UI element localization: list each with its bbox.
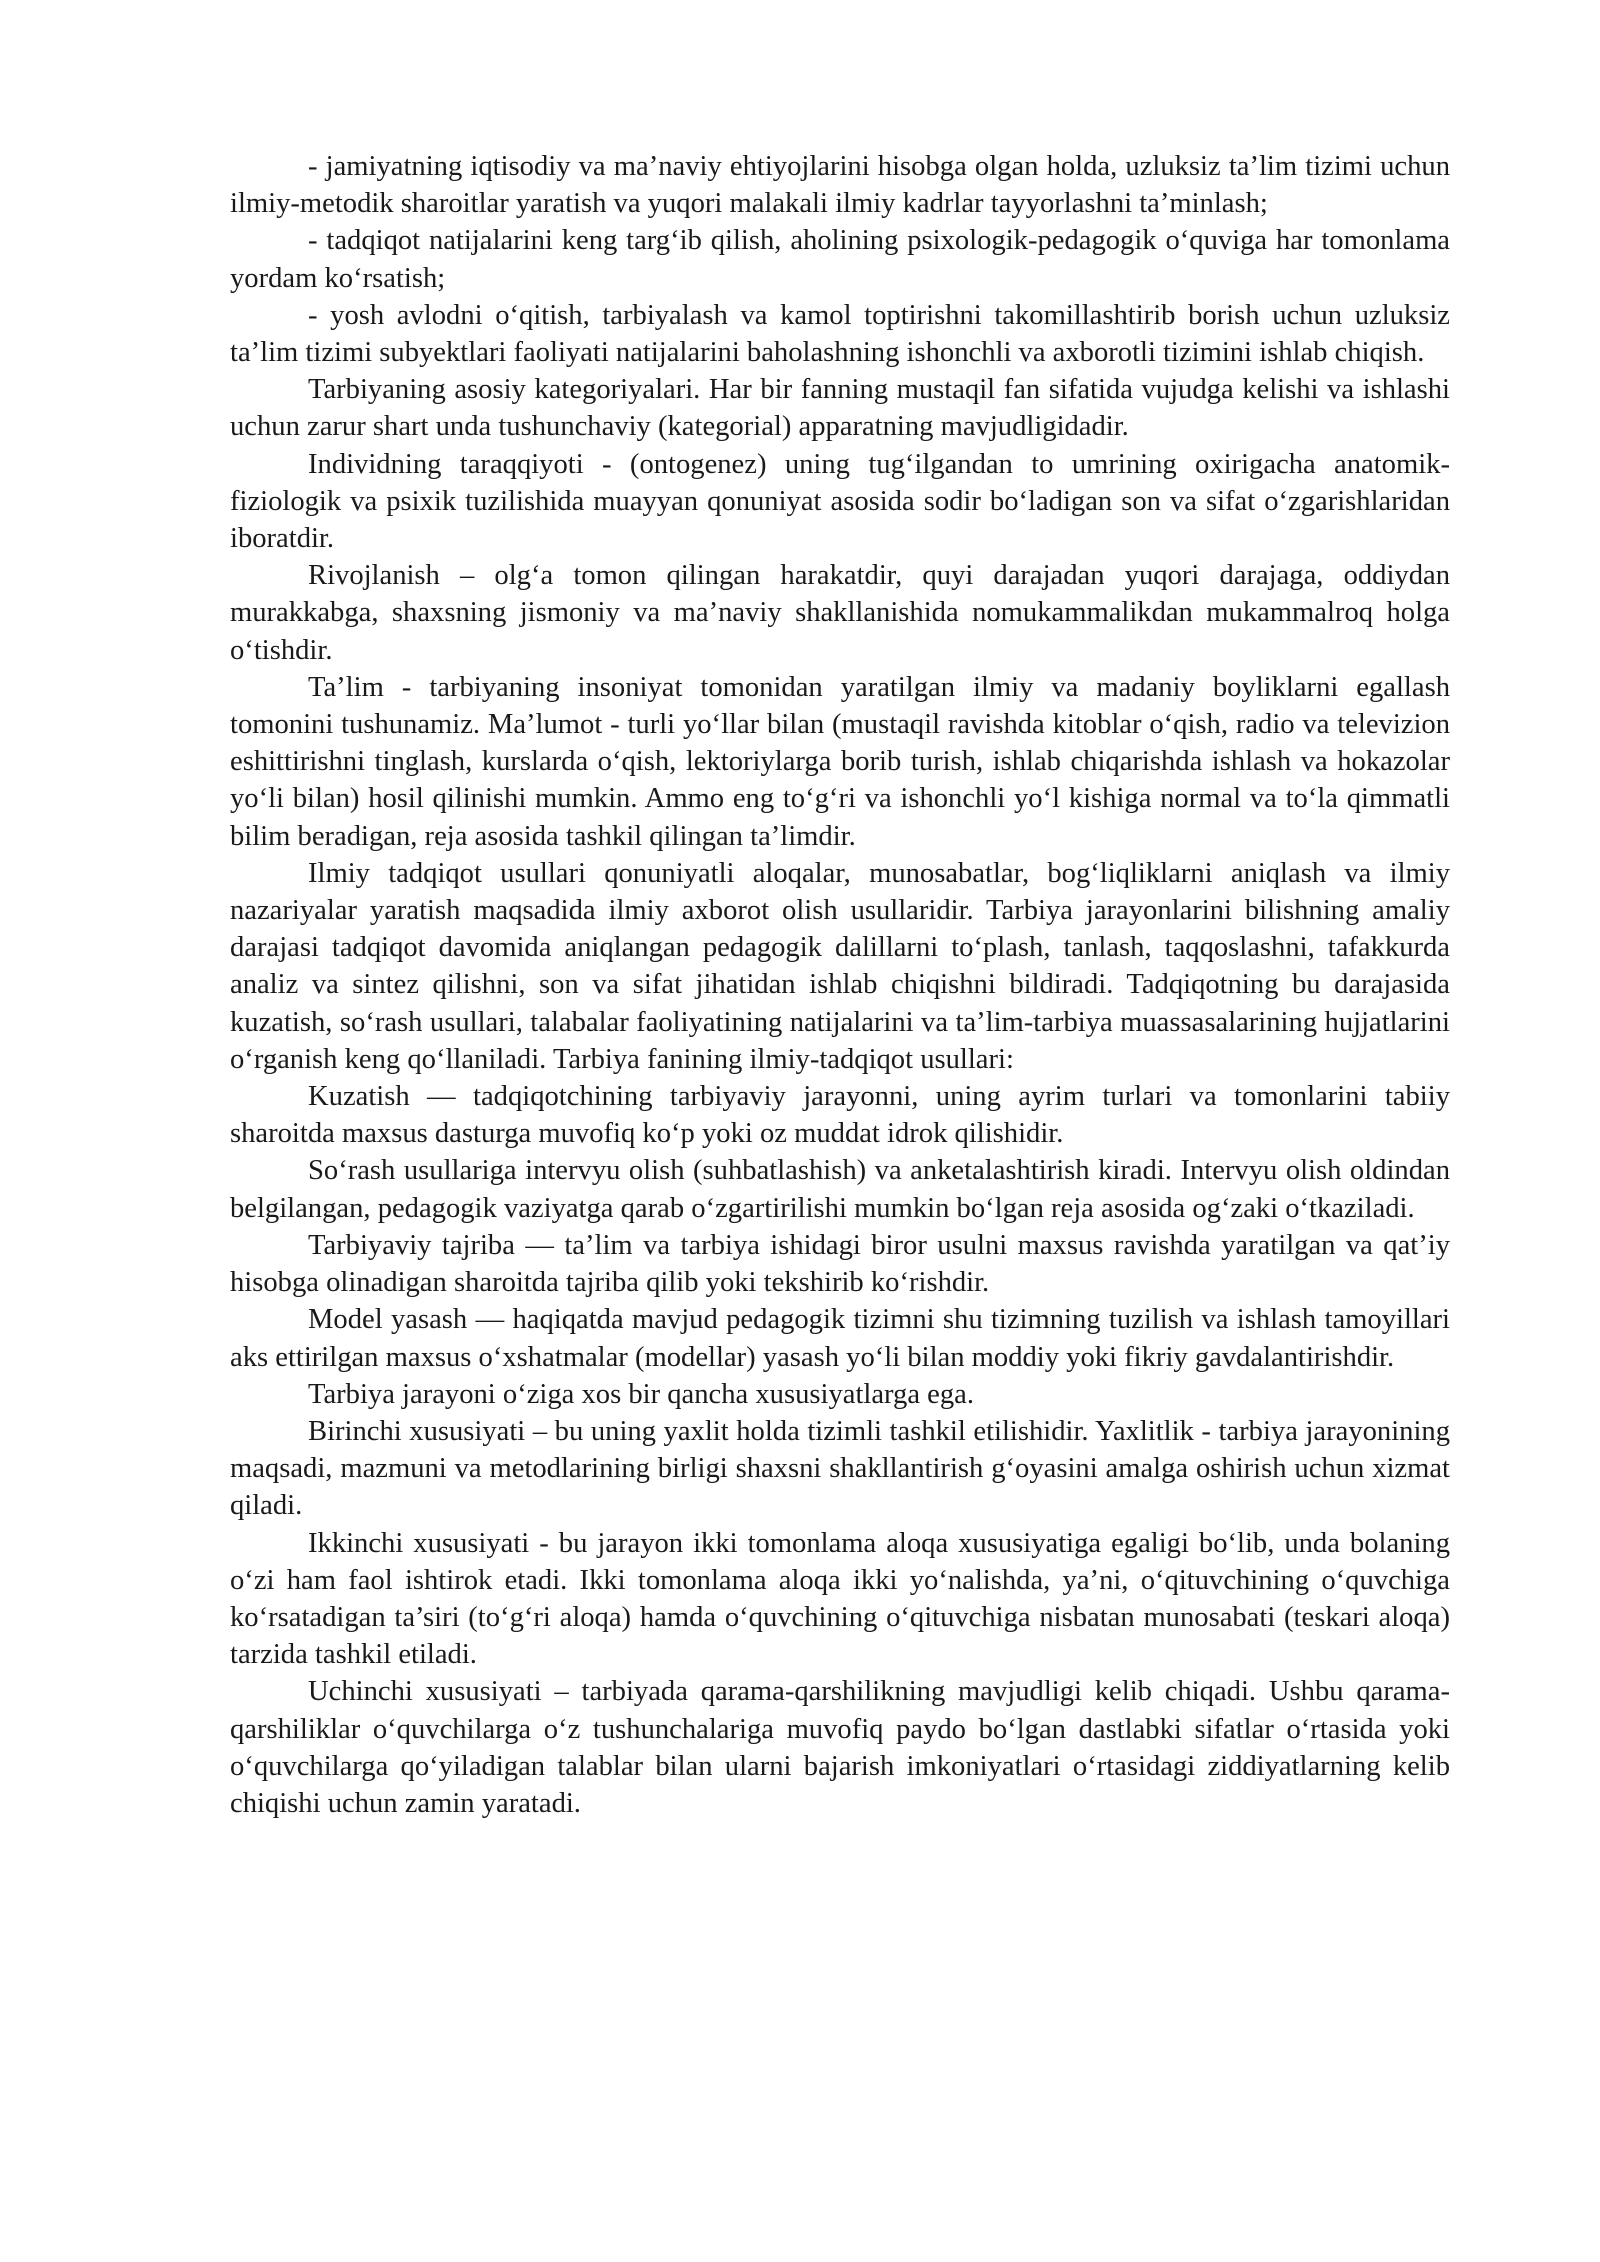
paragraph: Ta’lim - tarbiyaning insoniyat tomonidan yaratilgan ilmiy va madaniy boyliklarni egallash tomonini tushunamiz. Ma’lumot - turli yo‘llar bilan (mustaqil ravishda kitoblar o‘qish, radio va televizion eshittirishni tinglash, kurslarda o‘qish, lektoriylarga borib turish, ishlab chiqarishda ishlash va hokazolar yo‘li bilan) hosil qilinishi mumkin. Ammo eng to‘g‘ri va ishonchli yo‘l kishiga normal va to‘la qimmatli bilim beradigan, reja asosida tashkil qilingan ta’limdir.	[230, 671, 1450, 852]
paragraph: Tarbiyaviy tajriba — ta’lim va tarbiya ishidagi biror usulni maxsus ravishda yaratilgan va qat’iy hisobga olinadigan sharoitda tajriba qilib yoki tekshirib ko‘rishdir.	[230, 1229, 1450, 1299]
paragraph: - yosh avlodni o‘qitish, tarbiyalash va kamol toptirishni takomillashtirib borish uchun uzluksiz ta’lim tizimi subyektlari faoliyati natijalarini baholashning ishonchli va axborotli tizimini ishlab chiqish.	[230, 299, 1450, 369]
paragraph: Tarbiya jarayoni o‘ziga xos bir qancha xususiyatlarga ega.	[308, 1378, 975, 1410]
paragraph: Ilmiy tadqiqot usullari qonuniyatli aloqalar, munosabatlar, bog‘liqliklarni aniqlash va ilmiy nazariyalar yaratish maqsadida ilmiy axborot olish usullaridir. Tarbiya jarayonlarini bilishning amaliy darajasi tadqiqot davomida aniqlangan pedagogik dalillarni to‘plash, tanlash, taqqoslashni, tafakkurda analiz va sintez qilishni, son va sifat jihatidan ishlab chiqishni bildiradi. Tadqiqotning bu darajasida kuzatish, so‘rash usullari, talabalar faoliyatining natijalarini va ta’lim-tarbiya muassasalarining hujjatlarini o‘rganish keng qo‘llaniladi. Tarbiya fanining ilmiy-tadqiqot usullari:	[230, 857, 1450, 1075]
paragraph: - jamiyatning iqtisodiy va ma’naviy ehtiyojlarini hisobga olgan holda, uzluksiz ta’lim tizimi uchun ilmiy-metodik sharoitlar yaratish va yuqori malakali ilmiy kadrlar tayyorlashni ta’minlash;	[230, 151, 1450, 220]
paragraph: Uchinchi xususiyati – tarbiyada qarama-qarshilikning mavjudligi kelib chiqadi. Ushbu qarama-qarshiliklar o‘quvchilarga o‘z tushunchalariga muvofiq paydo bo‘lgan dastlabki sifatlar o‘rtasida yoki o‘quvchilarga qo‘yiladigan talablar bilan ularni bajarish imkoniyatlari o‘rtasidagi ziddiyatlarning kelib chiqishi uchun zamin yaratadi.	[230, 1676, 1450, 1819]
paragraph: Individning taraqqiyoti - (ontogenez) uning tug‘ilgandan to umrining oxirigacha anatomik-fiziologik va psixik tuzilishida muayyan qonuniyat asosida sodir bo‘ladigan son va sifat o‘zgarishlaridan iboratdir.	[230, 448, 1450, 555]
paragraph: Birinchi xususiyati – bu uning yaxlit holda tizimli tashkil etilishidir. Yaxlitlik - tarbiya jarayonining maqsadi, mazmuni va metodlarining birligi shaxsni shakllantirish g‘oyasini amalga oshirish uchun xizmat qiladi.	[230, 1415, 1450, 1522]
document-page	[230, 148, 1450, 1822]
paragraph: Model yasash — haqiqatda mavjud pedagogik tizimni shu tizimning tuzilish va ishlash tamoyillari aks ettirilgan maxsus o‘xshatmalar (modellar) yasash yo‘li bilan moddiy yoki fikriy gavdalantirishdir.	[230, 1304, 1450, 1373]
paragraph: - tadqiqot natijalarini keng targ‘ib qilish, aholining psixologik-pedagogik o‘quviga har tomonlama yordam ko‘rsatish;	[230, 225, 1450, 294]
paragraph: Kuzatish — tadqiqotchining tarbiyaviy jarayonni, uning ayrim turlari va tomonlarini tabiiy sharoitda maxsus dasturga muvofiq ko‘p yoki oz muddat idrok qilishidir.	[230, 1081, 1450, 1150]
paragraph: So‘rash usullariga intervyu olish (suhbatlashish) va anketalashtirish kiradi. Intervyu olish oldindan belgilangan, pedagogik vaziyatga qarab o‘zgartirilishi mumkin bo‘lgan reja asosida og‘zaki o‘tkaziladi.	[230, 1155, 1450, 1224]
paragraph: Rivojlanish – olg‘a tomon qilingan harakatdir, quyi darajadan yuqori darajaga, oddiydan murakkabga, shaxsning jismoniy va ma’naviy shakllanishida nomukammalikdan mukammalroq holga o‘tishdir.	[230, 560, 1450, 666]
paragraph: Ikkinchi xususiyati - bu jarayon ikki tomonlama aloqa xususiyatiga egaligi bo‘lib, unda bolaning o‘zi ham faol ishtirok etadi. Ikki tomonlama aloqa ikki yo‘nalishda, ya’ni, o‘qituvchining o‘quvchiga ko‘rsatadigan ta’siri (to‘g‘ri aloqa) hamda o‘quvchining o‘qituvchiga nisbatan munosabati (teskari aloqa) tarzida tashkil etiladi.	[230, 1527, 1450, 1671]
paragraph: Tarbiyaning asosiy kategoriyalari. Har bir fanning mustaqil fan sifatida vujudga kelishi va ishlashi uchun zarur shart unda tushunchaviy (kategorial) apparatning mavjudligidadir.	[230, 374, 1450, 443]
